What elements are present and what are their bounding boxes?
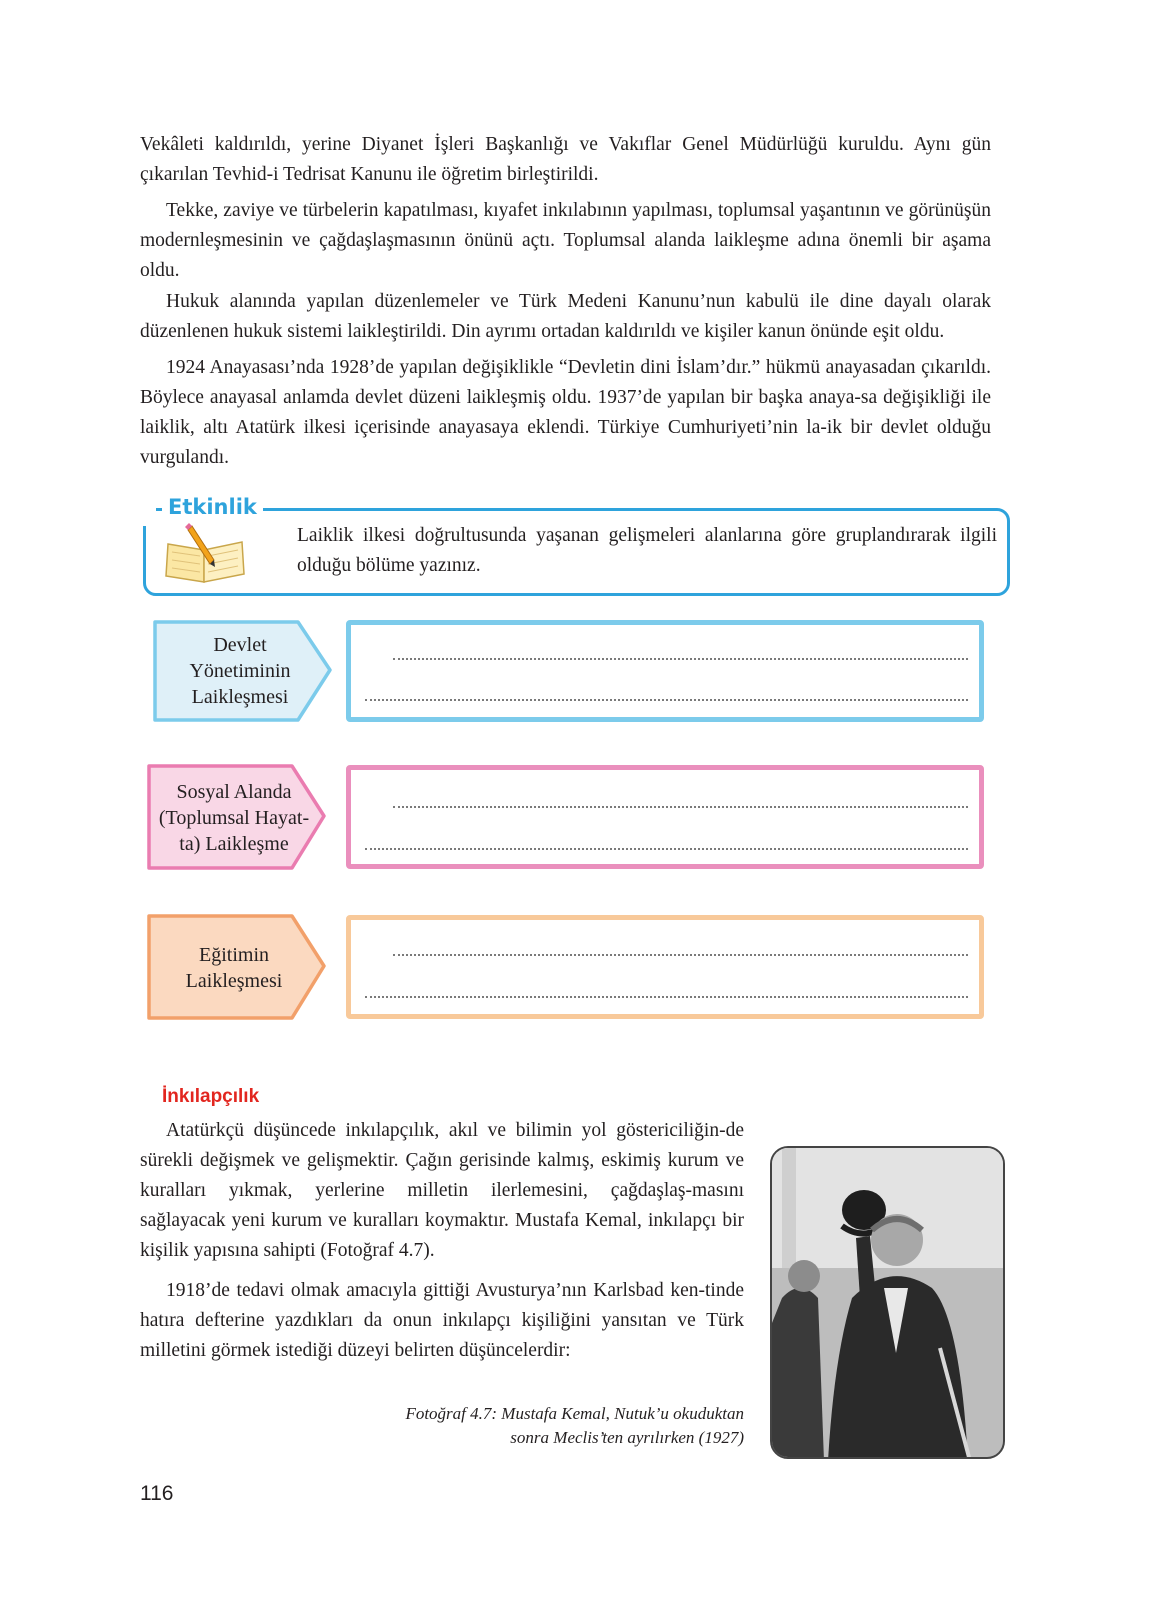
photo-caption: Fotoğraf 4.7: Mustafa Kemal, Nutuk’u okuduktan sonra Meclis’ten ayrılırken (1927)	[405, 1404, 744, 1447]
answer-box-education[interactable]	[346, 915, 984, 1019]
book-pencil-icon	[162, 520, 248, 586]
activity-title: Etkinlik	[162, 494, 263, 520]
category-label-social: Sosyal Alanda (Toplumsal Hayat- ta) Laikleşme	[158, 781, 310, 855]
paragraph-2: Tekke, zaviye ve türbelerin kapatılması, kıyafet inkılabının yapılması, toplumsal yaşantının ve görünüşün modernleşmesinin ve çağdaşlaşmasının önünü açtı. Toplumsal alanda laikleşme adına önemli bir aşama oldu.	[140, 200, 991, 281]
answer-line[interactable]	[365, 848, 968, 850]
paragraph-1: Vekâleti kaldırıldı, yerine Diyanet İşleri Başkanlığı ve Vakıflar Genel Müdürlüğü kuruldu. Aynı gün çıkarılan Tevhid-i Tedrisat Kanunu ile öğretim birleştirildi.	[140, 134, 991, 185]
section-heading: İnkılapçılık	[162, 1086, 260, 1107]
answer-box-state[interactable]	[346, 620, 984, 722]
answer-line[interactable]	[365, 699, 968, 701]
category-label-state: Devlet Yönetiminin Laikleşmesi	[189, 634, 291, 708]
paragraph-4: 1924 Anayasası’nda 1928’de yapılan değişiklikle “Devletin dini İslam’dır.” hükmü anayasadan çıkarıldı. Böylece anayasal anlamda devlet düzeni laikleşmiş oldu. 1937’de yapılan bir başka anaya-sa değişikliği ile laiklik, altı Atatürk ilkesi içerisinde anayasaya eklendi. Türkiye Cumhuriyeti’nin la-ik bir devlet olduğu vurgulandı.	[140, 357, 991, 468]
section-paragraph-2: 1918’de tedavi olmak amacıyla gittiği Avusturya’nın Karlsbad ken-tinde hatıra defterine yazdıkları da onun inkılapçı kişiliğini yansıtan ve Türk milletini görmek istediği düzeyi belirten düşüncelerdir:	[140, 1280, 744, 1361]
answer-line[interactable]	[393, 806, 968, 808]
paragraph-3: Hukuk alanında yapılan düzenlemeler ve Türk Medeni Kanunu’nun kabulü ile dine dayalı olarak düzenlenen hukuk sistemi laikleştirildi. Din ayrımı ortadan kaldırıldı ve kişiler kanun önünde eşit oldu.	[140, 291, 991, 342]
answer-box-social[interactable]	[346, 765, 984, 869]
historical-photo	[770, 1146, 1005, 1459]
category-label-education: Eğitimin Laikleşmesi	[185, 944, 283, 992]
answer-line[interactable]	[393, 954, 968, 956]
answer-line[interactable]	[393, 658, 968, 660]
page-number: 116	[140, 1482, 174, 1505]
answer-line[interactable]	[365, 996, 968, 998]
activity-instructions: Laiklik ilkesi doğrultusunda yaşanan gelişmeleri alanlarına göre gruplandırarak ilgili olduğu bölüme yazınız.	[297, 525, 997, 576]
section-paragraph-1: Atatürkçü düşüncede inkılapçılık, akıl ve bilimin yol göstericiliğin-de sürekli değişmek ve gelişmektir. Çağın gerisinde kalmış, eskimiş kurum ve kuralları yıkmak, yerlerine milletin ilerlemesini, çağdaşlaş-masını sağlayacak yeni kurum ve kuralları koymaktır. Mustafa Kemal, inkılapçı bir kişilik yapısına sahipti (Fotoğraf 4.7).	[140, 1120, 744, 1261]
